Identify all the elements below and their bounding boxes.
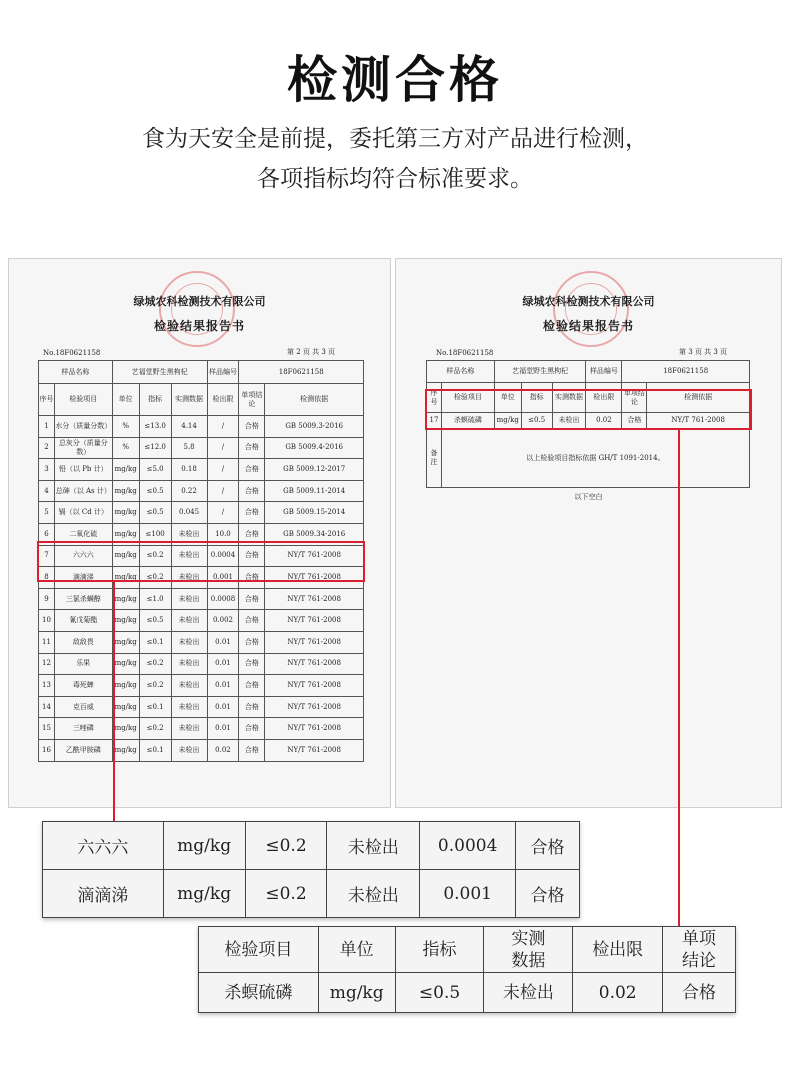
page-title: 检测合格 (287, 51, 503, 109)
header-col-detect-limit: 检出限 (586, 383, 622, 413)
cell-col-conclusion: 合格 (239, 523, 265, 545)
cell-limit: ≤0.5 (395, 973, 484, 1013)
report-company: 绿城农科检测技术有限公司 (522, 295, 655, 308)
sample-name: 艺福堂野生黑枸杞 (112, 361, 207, 384)
cell-col-conclusion: 合格 (239, 416, 265, 438)
cell-col-item: 氰戊菊酯 (54, 610, 112, 632)
cell-col-unit: mg/kg (112, 502, 139, 524)
header-measured: 实测 数据 (484, 927, 573, 973)
cell-col-basis: NY/T 761-2008 (265, 588, 364, 610)
cell-col-unit: % (112, 416, 139, 438)
cell-col-limit: ≤0.2 (139, 567, 171, 589)
cell-col-detect-limit: 10.0 (207, 523, 239, 545)
red-seal-stamp (159, 271, 235, 347)
header-col-seq: 序号 (427, 383, 442, 413)
cell-col-limit: ≤0.5 (139, 480, 171, 502)
header-item: 检验项目 (199, 927, 319, 973)
cell-col-unit: mg/kg (112, 480, 139, 502)
highlight-box-rows-7-8 (37, 541, 365, 582)
cell-col-measured: 未检出 (171, 523, 207, 545)
table-row (39, 437, 364, 459)
cell-col-measured: 5.8 (171, 437, 207, 459)
cell-col-conclusion: 合格 (622, 413, 647, 429)
table-row (39, 459, 364, 481)
cell-col-detect-limit: 0.0004 (207, 545, 239, 567)
header-col-detect-limit: 检出限 (207, 384, 239, 416)
sample-name-label: 样品名称 (427, 361, 495, 383)
cell-col-item: 铅（以 Pb 计） (54, 459, 112, 481)
cell-col-basis: GB 5009.4-2016 (265, 437, 364, 459)
cell-unit: mg/kg (163, 822, 245, 870)
red-seal-stamp (553, 271, 629, 347)
cell-col-measured: 未检出 (171, 718, 207, 740)
cell-item: 六六六 (43, 822, 164, 870)
blank-below-note: 以下空白 (574, 493, 603, 501)
report-page-2 (8, 258, 391, 808)
cell-col-conclusion: 合格 (239, 588, 265, 610)
cell-col-measured: 未检出 (171, 545, 207, 567)
cell-col-measured: 0.22 (171, 480, 207, 502)
cell-col-seq: 12 (39, 653, 55, 675)
cell-col-basis: NY/T 761-2008 (265, 631, 364, 653)
cell-col-conclusion: 合格 (239, 610, 265, 632)
cell-col-seq: 13 (39, 675, 55, 697)
cell-col-limit: ≤0.2 (139, 545, 171, 567)
cell-col-seq: 10 (39, 610, 55, 632)
connector-line-right (678, 429, 680, 926)
header-col-limit: 指标 (139, 384, 171, 416)
cell-col-unit: mg/kg (112, 718, 139, 740)
sample-no: 18F0621158 (239, 361, 364, 384)
cell-col-unit: mg/kg (112, 567, 139, 589)
table-row (39, 631, 364, 653)
cell-col-limit: ≤0.1 (139, 739, 171, 761)
report-company: 绿城农科检测技术有限公司 (133, 295, 266, 308)
cell-col-seq: 15 (39, 718, 55, 740)
header-col-unit: 单位 (112, 384, 139, 416)
cell-col-item: 杀螟硫磷 (441, 413, 494, 429)
cell-limit: ≤0.2 (245, 822, 327, 870)
cell-col-unit: mg/kg (494, 413, 521, 429)
cell-col-seq: 8 (39, 567, 55, 589)
cell-col-basis: NY/T 761-2008 (265, 545, 364, 567)
header-conclusion: 单项 结论 (663, 927, 736, 973)
cell-col-item: 六六六 (54, 545, 112, 567)
cell-col-limit: ≤0.1 (139, 696, 171, 718)
table-row (39, 718, 364, 740)
table-row (39, 416, 364, 438)
connector-line-left (113, 581, 115, 821)
cell-col-conclusion: 合格 (239, 718, 265, 740)
cell-col-basis: NY/T 761-2008 (265, 718, 364, 740)
remark-label: 备注 (427, 429, 442, 488)
report-page-3 (395, 258, 782, 808)
header-col-seq: 序号 (39, 384, 55, 416)
cell-col-detect-limit: / (207, 480, 239, 502)
cell-col-detect-limit: 0.01 (207, 696, 239, 718)
cell-col-conclusion: 合格 (239, 631, 265, 653)
cell-col-item: 水分（质量分数） (54, 416, 112, 438)
table-row (43, 822, 580, 870)
table-row (43, 870, 580, 918)
cell-col-item: 总灰分（质量分数） (54, 437, 112, 459)
table-row (39, 502, 364, 524)
cell-col-detect-limit: 0.0008 (207, 588, 239, 610)
header-unit: 单位 (318, 927, 395, 973)
report-title: 检验结果报告书 (153, 319, 245, 333)
cell-col-seq: 5 (39, 502, 55, 524)
cell-col-item: 二氧化硫 (54, 523, 112, 545)
cell-col-item: 乙酰甲胺磷 (54, 739, 112, 761)
cell-col-detect-limit: 0.01 (207, 675, 239, 697)
cell-col-item: 敌敌畏 (54, 631, 112, 653)
cell-col-seq: 9 (39, 588, 55, 610)
cell-col-seq: 3 (39, 459, 55, 481)
cell-col-basis: GB 5009.11-2014 (265, 480, 364, 502)
cell-limit: ≤0.2 (245, 870, 327, 918)
cell-col-detect-limit: / (207, 437, 239, 459)
cell-col-conclusion: 合格 (239, 502, 265, 524)
cell-col-basis: GB 5009.12-2017 (265, 459, 364, 481)
cell-col-item: 三唑磷 (54, 718, 112, 740)
cell-col-limit: ≤100 (139, 523, 171, 545)
cell-col-item: 镉（以 Cd 计） (54, 502, 112, 524)
table-row (39, 696, 364, 718)
cell-measured: 未检出 (327, 870, 420, 918)
cell-col-item: 总砷（以 As 计） (54, 480, 112, 502)
table-row (39, 610, 364, 632)
sample-name-label: 样品名称 (39, 361, 113, 384)
cell-col-detect-limit: 0.002 (207, 610, 239, 632)
cell-col-unit: mg/kg (112, 675, 139, 697)
cell-col-unit: mg/kg (112, 653, 139, 675)
cell-col-conclusion: 合格 (239, 696, 265, 718)
zoom-table-row-17 (198, 926, 736, 1013)
header-col-basis: 检测依据 (647, 383, 750, 413)
cell-col-measured: 未检出 (171, 653, 207, 675)
cell-col-limit: ≤5.0 (139, 459, 171, 481)
cell-col-item: 毒死蜱 (54, 675, 112, 697)
cell-col-basis: NY/T 761-2008 (265, 696, 364, 718)
cell-col-seq: 2 (39, 437, 55, 459)
cell-col-basis: NY/T 761-2008 (265, 739, 364, 761)
sample-no-label: 样品编号 (207, 361, 239, 384)
cell-detect-limit: 0.0004 (420, 822, 516, 870)
cell-col-conclusion: 合格 (239, 459, 265, 481)
report-page-info: 第 2 页 共 3 页 (287, 348, 336, 356)
cell-unit: mg/kg (163, 870, 245, 918)
cell-col-measured: 未检出 (171, 631, 207, 653)
subtitle-line-2: 各项指标均符合标准要求。 (257, 166, 533, 192)
cell-col-basis: GB 5009.15-2014 (265, 502, 364, 524)
cell-col-detect-limit: / (207, 416, 239, 438)
cell-col-item: 滴滴涕 (54, 567, 112, 589)
table-row (39, 653, 364, 675)
sample-name: 艺福堂野生黑枸杞 (494, 361, 586, 383)
cell-col-unit: mg/kg (112, 459, 139, 481)
cell-conclusion: 合格 (516, 870, 580, 918)
cell-col-unit: % (112, 437, 139, 459)
cell-col-detect-limit: / (207, 502, 239, 524)
cell-col-unit: mg/kg (112, 545, 139, 567)
report-title: 检验结果报告书 (542, 319, 634, 333)
cell-col-conclusion: 合格 (239, 675, 265, 697)
cell-col-measured: 未检出 (171, 610, 207, 632)
cell-col-limit: ≤0.1 (139, 631, 171, 653)
cell-col-measured: 未检出 (171, 588, 207, 610)
sample-no-label: 样品编号 (586, 361, 622, 383)
sample-no: 18F0621158 (622, 361, 750, 383)
cell-unit: mg/kg (318, 973, 395, 1013)
cell-col-seq: 7 (39, 545, 55, 567)
cell-col-seq: 4 (39, 480, 55, 502)
table-row (39, 588, 364, 610)
cell-col-unit: mg/kg (112, 588, 139, 610)
cell-col-limit: ≤0.2 (139, 653, 171, 675)
cell-item: 滴滴涕 (43, 870, 164, 918)
table-row (39, 675, 364, 697)
cell-col-seq: 14 (39, 696, 55, 718)
cell-col-unit: mg/kg (112, 696, 139, 718)
header-col-conclusion: 单项结论 (239, 384, 265, 416)
cell-col-conclusion: 合格 (239, 545, 265, 567)
cell-col-basis: GB 5009.3-2016 (265, 416, 364, 438)
report-number: No.18F0621158 (436, 349, 494, 357)
cell-col-seq: 6 (39, 523, 55, 545)
cell-col-unit: mg/kg (112, 523, 139, 545)
cell-col-unit: mg/kg (112, 631, 139, 653)
cell-col-basis: NY/T 761-2008 (265, 610, 364, 632)
zoom-table-rows-7-8 (42, 821, 580, 918)
cell-measured: 未检出 (327, 822, 420, 870)
cell-col-measured: 0.045 (171, 502, 207, 524)
cell-col-detect-limit: 0.02 (586, 413, 622, 429)
cell-col-basis: GB 5009.34-2016 (265, 523, 364, 545)
header-detect-limit: 检出限 (573, 927, 663, 973)
header-col-measured: 实测数据 (171, 384, 207, 416)
cell-col-limit: ≤0.5 (521, 413, 552, 429)
table-row (39, 480, 364, 502)
cell-col-seq: 1 (39, 416, 55, 438)
header-col-measured: 实测数据 (552, 383, 586, 413)
cell-col-limit: ≤12.0 (139, 437, 171, 459)
cell-col-measured: 未检出 (171, 675, 207, 697)
cell-col-limit: ≤0.5 (139, 502, 171, 524)
cell-conclusion: 合格 (663, 973, 736, 1013)
cell-col-measured: 未检出 (171, 696, 207, 718)
cell-col-basis: NY/T 761-2008 (265, 567, 364, 589)
header-col-conclusion: 单项结论 (622, 383, 647, 413)
cell-col-limit: ≤0.5 (139, 610, 171, 632)
cell-col-conclusion: 合格 (239, 480, 265, 502)
cell-col-item: 乐果 (54, 653, 112, 675)
cell-col-unit: mg/kg (112, 739, 139, 761)
cell-item: 杀螟硫磷 (199, 973, 319, 1013)
cell-col-item: 克百威 (54, 696, 112, 718)
header-col-item: 检验项目 (54, 384, 112, 416)
header-col-basis: 检测依据 (265, 384, 364, 416)
header-limit: 指标 (395, 927, 484, 973)
cell-detect-limit: 0.001 (420, 870, 516, 918)
cell-col-basis: NY/T 761-2008 (265, 653, 364, 675)
header-col-item: 检验项目 (441, 383, 494, 413)
cell-col-detect-limit: 0.001 (207, 567, 239, 589)
table-row (199, 973, 736, 1013)
cell-col-measured: 未检出 (171, 567, 207, 589)
cell-col-measured: 未检出 (552, 413, 586, 429)
highlight-box-row-17 (425, 389, 752, 430)
cell-col-conclusion: 合格 (239, 567, 265, 589)
header-col-unit: 单位 (494, 383, 521, 413)
cell-col-detect-limit: / (207, 459, 239, 481)
cell-col-detect-limit: 0.01 (207, 718, 239, 740)
cell-col-conclusion: 合格 (239, 739, 265, 761)
cell-col-measured: 4.14 (171, 416, 207, 438)
cell-col-measured: 未检出 (171, 739, 207, 761)
cell-col-measured: 0.18 (171, 459, 207, 481)
cell-col-unit: mg/kg (112, 610, 139, 632)
cell-col-limit: ≤0.2 (139, 718, 171, 740)
cell-col-detect-limit: 0.01 (207, 631, 239, 653)
cell-col-seq: 11 (39, 631, 55, 653)
cell-col-conclusion: 合格 (239, 653, 265, 675)
header-col-limit: 指标 (521, 383, 552, 413)
remark-text: 以上检验项目指标依据 GH/T 1091-2014。 (441, 429, 749, 488)
cell-conclusion: 合格 (516, 822, 580, 870)
cell-detect-limit: 0.02 (573, 973, 663, 1013)
table-row (39, 739, 364, 761)
cell-col-limit: ≤1.0 (139, 588, 171, 610)
cell-col-limit: ≤0.2 (139, 675, 171, 697)
subtitle-line-1: 食为天安全是前提，委托第三方对产品进行检测， (142, 126, 648, 152)
cell-col-basis: NY/T 761-2008 (647, 413, 750, 429)
cell-col-item: 三氯杀螨醇 (54, 588, 112, 610)
cell-col-detect-limit: 0.02 (207, 739, 239, 761)
report-number: No.18F0621158 (43, 349, 101, 357)
cell-measured: 未检出 (484, 973, 573, 1013)
cell-col-seq: 17 (427, 413, 442, 429)
cell-col-detect-limit: 0.01 (207, 653, 239, 675)
cell-col-limit: ≤13.0 (139, 416, 171, 438)
report-page-info: 第 3 页 共 3 页 (679, 348, 728, 356)
cell-col-seq: 16 (39, 739, 55, 761)
cell-col-basis: NY/T 761-2008 (265, 675, 364, 697)
cell-col-conclusion: 合格 (239, 437, 265, 459)
